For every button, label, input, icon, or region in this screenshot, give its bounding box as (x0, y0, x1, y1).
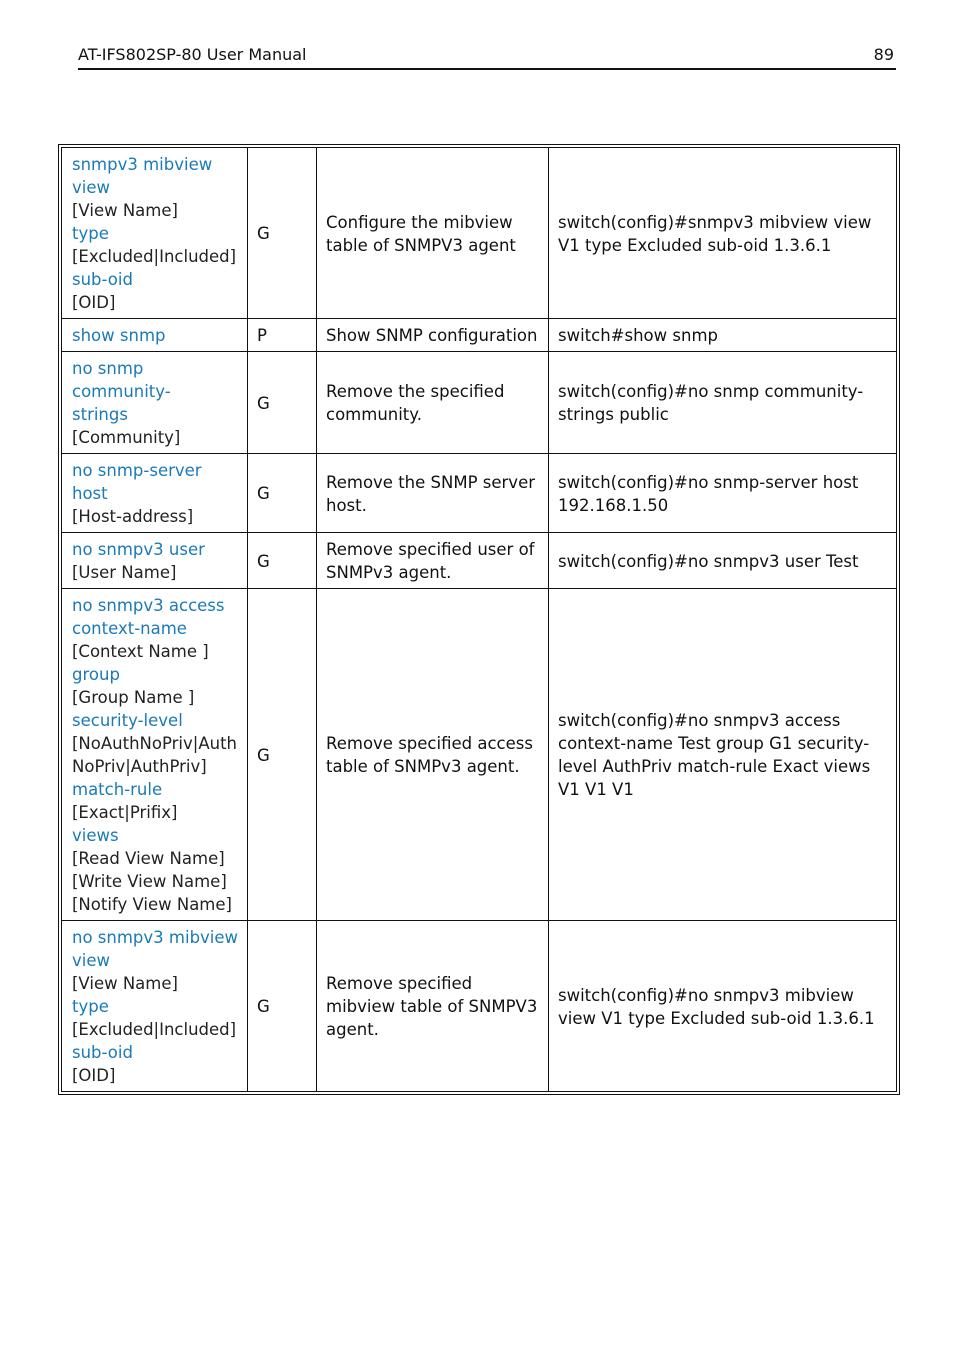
table-row (62, 533, 897, 589)
example-cell: switch(config)#no snmp community-strings public (549, 352, 897, 454)
command-keyword: security-level (72, 711, 183, 730)
command-keyword: group (72, 665, 120, 684)
command-argument: [OID] (72, 1066, 116, 1085)
description-cell: Remove the specified community. (317, 352, 549, 454)
mode-cell: G (248, 454, 317, 533)
table-row (62, 352, 897, 454)
example-cell: switch(config)#snmpv3 mibview view V1 type Excluded sub-oid 1.3.6.1 (549, 148, 897, 319)
command-keyword: no snmpv3 access (72, 596, 225, 615)
description-cell: Remove specified user of SNMPv3 agent. (317, 533, 549, 589)
command-table-frame (58, 144, 900, 1095)
command-argument: [NoAuthNoPriv|Auth (72, 734, 238, 753)
command-argument: [OID] (72, 293, 116, 312)
command-keyword: type (72, 224, 109, 243)
page-header (78, 42, 896, 70)
command-keyword: match-rule (72, 780, 163, 799)
command-argument: [Excluded|Included] (72, 1020, 237, 1039)
command-argument: NoPriv|AuthPriv] (72, 757, 207, 776)
example-cell: switch#show snmp (549, 319, 897, 352)
example-cell: switch(config)#no snmpv3 mibview view V1 type Excluded sub-oid 1.3.6.1 (549, 921, 897, 1092)
command-cell (62, 454, 248, 533)
table-row (62, 921, 897, 1092)
command-argument: [Excluded|Included] (72, 247, 237, 266)
command-keyword: no snmp community- (72, 359, 171, 401)
command-argument: [Group Name ] (72, 688, 195, 707)
command-cell (62, 148, 248, 319)
command-keyword: sub-oid (72, 1043, 133, 1062)
mode-cell: G (248, 148, 317, 319)
command-keyword: snmpv3 mibview view (72, 155, 213, 197)
command-argument: [User Name] (72, 563, 177, 582)
command-keyword: context-name (72, 619, 187, 638)
command-keyword: no snmpv3 user (72, 540, 205, 559)
command-keyword: type (72, 997, 109, 1016)
description-cell: Configure the mibview table of SNMPV3 agent (317, 148, 549, 319)
command-keyword: sub-oid (72, 270, 133, 289)
command-table (61, 147, 897, 1092)
mode-cell: P (248, 319, 317, 352)
table-row (62, 589, 897, 921)
mode-cell: G (248, 533, 317, 589)
example-cell: switch(config)#no snmp-server host 192.168.1.50 (549, 454, 897, 533)
example-cell: switch(config)#no snmpv3 user Test (549, 533, 897, 589)
command-cell (62, 533, 248, 589)
table-row (62, 148, 897, 319)
command-table-body (62, 148, 897, 1092)
mode-cell: G (248, 352, 317, 454)
table-row (62, 454, 897, 533)
command-cell (62, 589, 248, 921)
command-keyword: no snmp-server host (72, 461, 202, 503)
description-cell: Remove specified access table of SNMPv3 agent. (317, 589, 549, 921)
command-cell (62, 352, 248, 454)
command-keyword: views (72, 826, 119, 845)
command-keyword: no snmpv3 mibview (72, 928, 239, 947)
command-argument: [Context Name ] (72, 642, 209, 661)
command-cell (62, 921, 248, 1092)
command-argument: [Write View Name] (72, 872, 227, 891)
description-cell: Show SNMP configuration (317, 319, 549, 352)
command-keyword: show snmp (72, 326, 166, 345)
table-row (62, 319, 897, 352)
mode-cell: G (248, 589, 317, 921)
command-argument: [Exact|Prifix] (72, 803, 178, 822)
description-cell: Remove specified mibview table of SNMPV3 agent. (317, 921, 549, 1092)
description-cell: Remove the SNMP server host. (317, 454, 549, 533)
command-argument: [Notify View Name] (72, 895, 232, 914)
command-keyword: strings [Community] (72, 405, 181, 447)
command-cell (62, 319, 248, 352)
page-number: 89 (873, 45, 894, 64)
command-argument: [Read View Name] (72, 849, 225, 868)
command-argument: [View Name] (72, 974, 178, 993)
command-argument: [Community] (72, 428, 181, 447)
mode-cell: G (248, 921, 317, 1092)
example-cell: switch(config)#no snmpv3 access context-name Test group G1 security-level AuthPriv match-rule Exact views V1 V1 V1 (549, 589, 897, 921)
command-argument: [Host-address] (72, 507, 194, 526)
manual-title: AT-IFS802SP-80 User Manual (78, 45, 307, 64)
command-argument: [View Name] (72, 201, 178, 220)
command-keyword: view (72, 951, 110, 970)
